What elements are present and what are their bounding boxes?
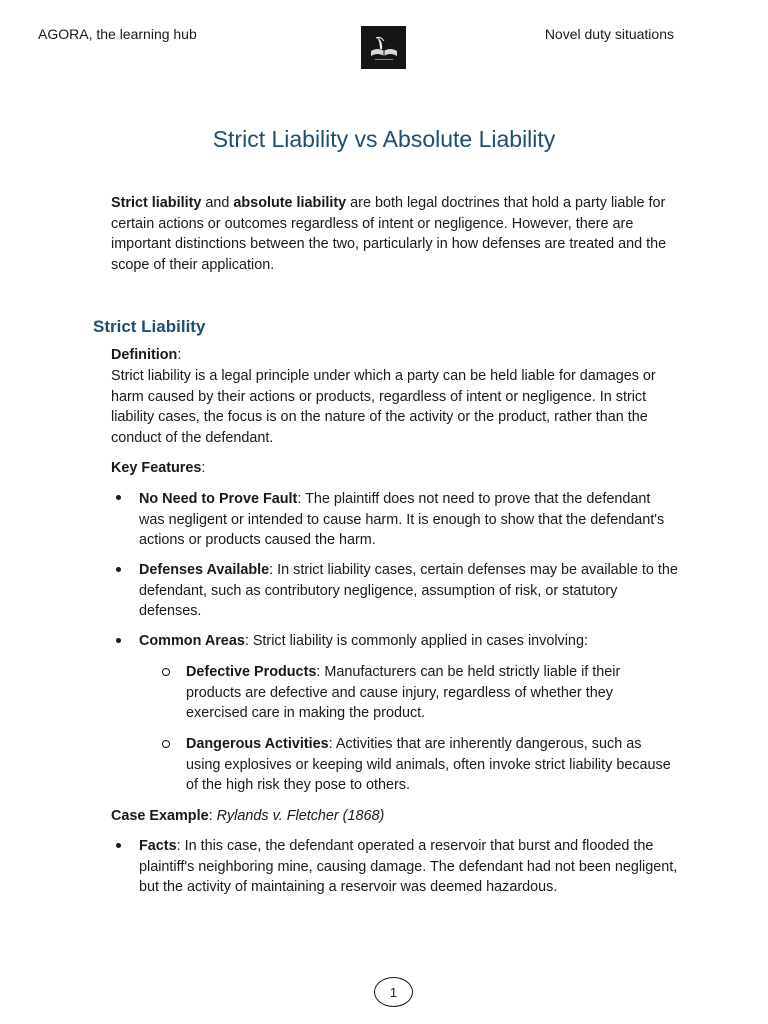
intro-term-strict: Strict liability — [111, 195, 202, 211]
sub-bullet-icon — [162, 740, 170, 748]
definition-label-line — [111, 345, 678, 366]
bullet-icon — [115, 637, 123, 645]
key-features-colon: : — [201, 460, 206, 476]
feature-text: : Strict liability is commonly applied in cases involving: — [244, 633, 588, 649]
feature-label: No Need to Prove Fault — [139, 491, 298, 507]
feature-item-common-areas — [139, 631, 679, 652]
sub-item-label: Dangerous Activities — [186, 736, 329, 752]
definition-colon: : — [177, 347, 182, 363]
header-subtitle: Novel duty situations — [544, 26, 674, 42]
sub-item-text: : Manufacturers can be held strictly liable if their products are defective and cause injury, regardless of whether they exercised care in making the product. — [186, 664, 621, 722]
feature-text: : In strict liability cases, certain defenses may be available to the defendant, such as contributory negligence, assumption of risk, or statutory defenses. — [139, 562, 678, 620]
case-facts-item — [139, 836, 679, 898]
feature-text: : The plaintiff does not need to prove that the defendant was negligent or intended to cause harm. It is enough to show that the defendant's actions or products caused the harm. — [139, 491, 665, 549]
intro-paragraph — [111, 193, 678, 275]
sub-item-label: Defective Products — [186, 664, 317, 680]
book-quill-logo-icon — [361, 26, 406, 69]
definition-text: Strict liability is a legal principle under which a party can be held liable for damages or harm caused by their actions or products, regardless of intent or negligence. In strict liability cases, the focus is on the nature of the activity or the product, rather than the conduct of the defendant. — [111, 368, 656, 446]
intro-conjunction: and — [201, 195, 234, 211]
key-features-label-line — [111, 458, 678, 479]
case-example-name: Rylands v. Fletcher (1868) — [216, 808, 385, 824]
sub-item-dangerous-activities — [186, 734, 678, 796]
feature-item-defenses-available — [139, 560, 679, 622]
sub-bullet-icon — [162, 668, 170, 676]
definition-label: Definition — [111, 347, 178, 363]
header-title: AGORA, the learning hub — [38, 26, 197, 42]
sub-item-defective-products — [186, 662, 678, 724]
case-example-label: Case Example — [111, 808, 209, 824]
bullet-icon — [115, 494, 123, 502]
case-example-separator: : — [208, 808, 217, 824]
key-features-label: Key Features — [111, 460, 202, 476]
facts-text: : In this case, the defendant operated a reservoir that burst and flooded the plaintiff's neighboring mine, causing damage. The defendant had not been negligent, but the activity of maintaining a reservoir was deemed hazardous. — [139, 838, 678, 896]
page-number: 1 — [374, 977, 413, 1007]
bullet-icon — [115, 842, 123, 850]
feature-label: Defenses Available — [139, 562, 270, 578]
feature-item-no-need-to-prove-fault — [139, 489, 679, 551]
section-heading-strict-liability: Strict Liability — [93, 317, 206, 336]
bullet-icon — [115, 566, 123, 574]
sub-item-text: : Activities that are inherently dangerous, such as using explosives or keeping wild animals, often invoke strict liability because of the high risk they pose to others. — [186, 736, 671, 794]
intro-term-absolute: absolute liability — [233, 195, 347, 211]
logo-graphic — [367, 33, 401, 63]
intro-body: are both legal doctrines that hold a party liable for certain actions or outcomes regardless of intent or negligence. However, there are important distinctions between the two, particularly in how defenses are treated and the scope of their application. — [111, 195, 667, 273]
page-title: Strict Liability vs Absolute Liability — [212, 126, 556, 152]
case-example-line — [111, 806, 678, 827]
facts-label: Facts — [139, 838, 177, 854]
feature-label: Common Areas — [139, 633, 245, 649]
